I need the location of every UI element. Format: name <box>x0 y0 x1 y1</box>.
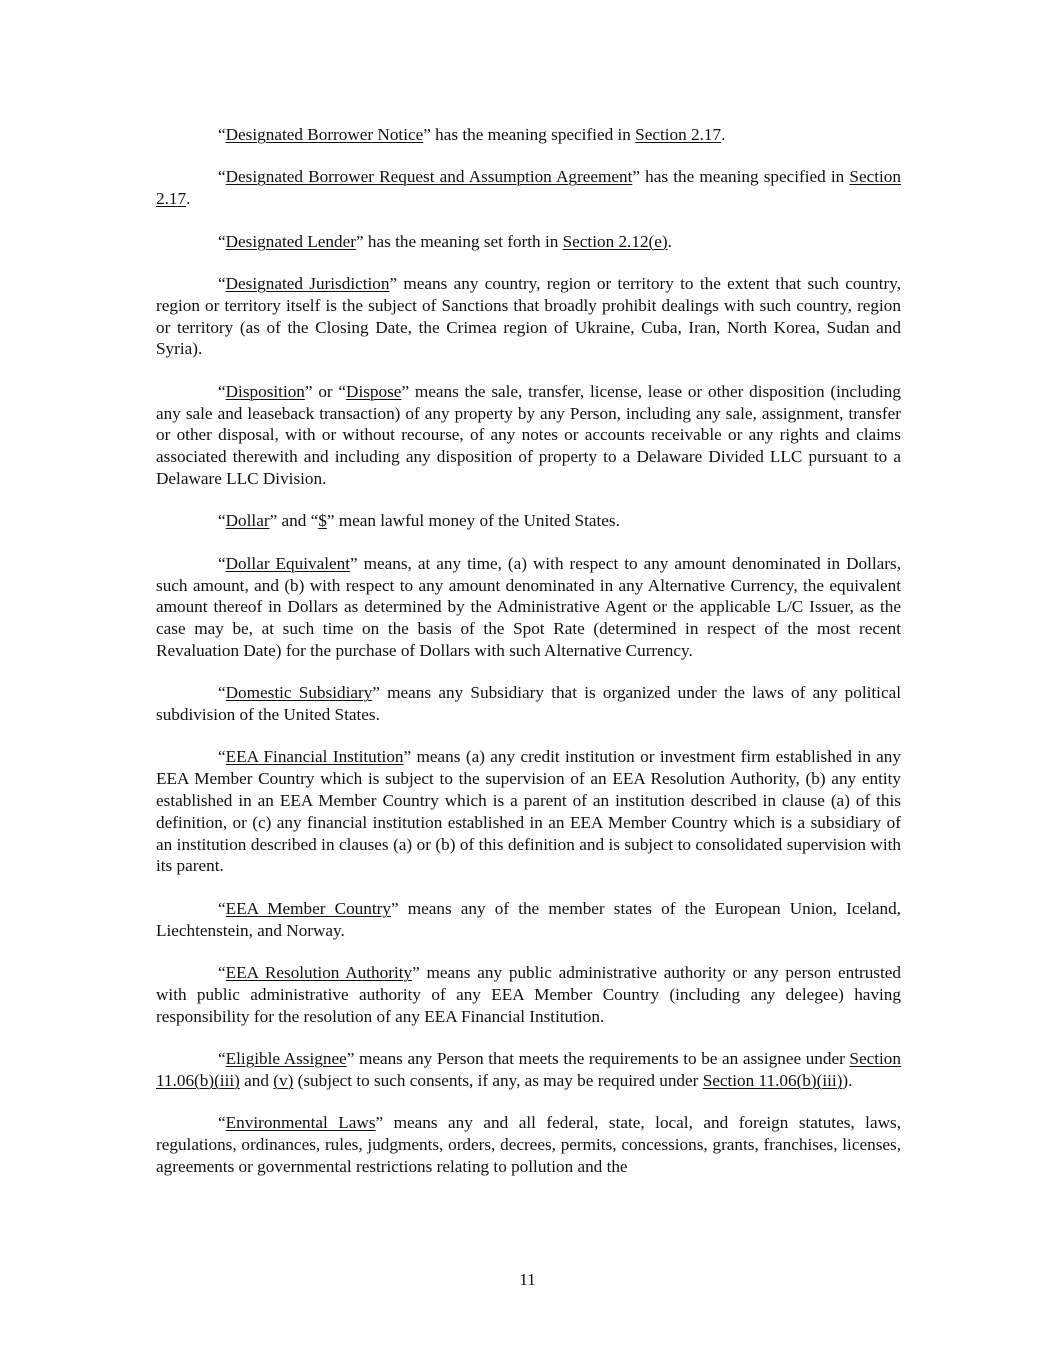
defined-term-or-reference: Designated Jurisdiction <box>225 273 390 293</box>
defined-term-or-reference: Designated Borrower Request and Assumption Agreement <box>225 167 633 187</box>
definition-text: “ <box>218 231 226 251</box>
defined-term-or-reference: Section 2.17 <box>635 125 722 144</box>
defined-term-or-reference: Eligible Assignee <box>225 1049 347 1069</box>
definition-text: “ <box>218 747 226 767</box>
defined-term-or-reference: Disposition <box>225 381 305 401</box>
definition-text: ” means, at any time, (a) with respect to any amount denominated in Dollars, such amount, and (b) with respect to any amount denominated in any Alternative Currency, the equivalent amount thereof in Dollars as determined by the Administrative Agent or the applicable L/C Issuer, as the case may be, at such time on the basis of the Spot Rate (determined in respect of the most recent Revaluation Date) for the purchase of Dollars with such Alternative Currency. <box>156 553 901 660</box>
definition-text: “ <box>218 1113 226 1133</box>
definition-text: “ <box>218 381 226 401</box>
definition-text: “ <box>218 273 226 293</box>
definition-text: “ <box>218 511 226 531</box>
definition-text: . <box>721 125 726 144</box>
definition-designated-borrower-notice <box>156 124 901 146</box>
defined-term-or-reference: Environmental Laws <box>225 1113 376 1133</box>
definition-eea-resolution-authority <box>156 962 901 1027</box>
definition-text: “ <box>218 898 226 918</box>
definition-designated-lender <box>156 231 901 253</box>
definition-text: ” has the meaning specified in <box>632 167 850 187</box>
defined-term-or-reference: Section 2.17 <box>156 167 901 209</box>
defined-term-or-reference: EEA Member Country <box>225 898 391 918</box>
definition-text: ” means (a) any credit institution or investment firm established in any EEA Member Country which is subject to the supervision of an EEA Resolution Authority, (b) any entity established in an EEA Member Country which is a parent of an institution described in clause (a) of this definition, or (c) any financial institution established in an EEA Member Country which is a subsidiary of an institution described in clauses (a) or (b) of this definition and is subject to consolidated supervision with its parent. <box>156 747 901 876</box>
defined-term-or-reference: Section 2.12(e) <box>562 231 668 251</box>
definition-domestic-subsidiary <box>156 682 901 726</box>
defined-term-or-reference: Dollar Equivalent <box>225 553 351 573</box>
definition-text: “ <box>218 553 226 573</box>
definition-disposition <box>156 381 901 490</box>
defined-term-or-reference: (v) <box>273 1070 294 1090</box>
definition-designated-borrower-request <box>156 166 901 210</box>
definitions-body <box>156 124 901 1198</box>
defined-term-or-reference: Dollar <box>225 511 270 531</box>
defined-term-or-reference: EEA Resolution Authority <box>225 963 413 983</box>
definition-text: ” means any country, region or territory to the extent that such country, region or territory itself is the subject of Sanctions that broadly prohibit dealings with such country, region or territory (as of the Closing Date, the Crimea region of Ukraine, Cuba, Iran, North Korea, Sudan and Syria). <box>156 273 901 359</box>
definition-designated-jurisdiction <box>156 273 901 360</box>
definition-eligible-assignee <box>156 1048 901 1092</box>
definition-text: ” means any and all federal, state, local, and foreign statutes, laws, regulations, ordinances, rules, judgments, orders, decrees, permits, concessions, grants, franchises, licenses, agreements or governmental restrictions relating to pollution and the <box>156 1113 901 1176</box>
definition-text: . <box>667 231 672 251</box>
definition-text: ” has the meaning set forth in <box>355 231 563 251</box>
definition-text: ” means any Person that meets the requirements to be an assignee under <box>346 1049 850 1069</box>
definition-text: and <box>239 1070 274 1090</box>
defined-term-or-reference: Domestic Subsidiary <box>225 683 373 703</box>
definition-text: ” or “ <box>304 381 347 401</box>
definition-eea-financial-institution <box>156 746 901 877</box>
defined-term-or-reference: Dispose <box>346 381 402 401</box>
defined-term-or-reference: Section 11.06(b)(iii) <box>702 1070 843 1090</box>
definition-text: ” has the meaning specified in <box>423 125 636 144</box>
definition-text: ” means any Subsidiary that is organized under the laws of any political subdivision of the United States. <box>156 683 901 725</box>
definition-text: ” means the sale, transfer, license, lease or other disposition (including any sale and leaseback transaction) of any property by any Person, including any sale, assignment, transfer or other disposal, with or without recourse, of any notes or accounts receivable or any rights and claims associated therewith and including any disposition of property to a Delaware Divided LLC pursuant to a Delaware LLC Division. <box>156 381 901 488</box>
definition-text: ” means any public administrative authority or any person entrusted with public administrative authority of any EEA Member Country (including any delegee) having responsibility for the resolution of any EEA Financial Institution. <box>156 963 901 1026</box>
definition-text: ” mean lawful money of the United States. <box>326 511 620 531</box>
page-number: 11 <box>519 1270 536 1289</box>
defined-term-or-reference: $ <box>318 511 327 531</box>
definition-text: “ <box>218 683 226 703</box>
definition-text: “ <box>218 963 226 983</box>
definition-text: . <box>186 189 191 209</box>
definition-text: ” means any of the member states of the European Union, Iceland, Liechtenstein, and Norway. <box>156 898 901 940</box>
definition-eea-member-country <box>156 898 901 942</box>
definition-dollar <box>156 510 901 532</box>
defined-term-or-reference: Designated Borrower Notice <box>225 125 424 144</box>
definition-dollar-equivalent <box>156 553 901 662</box>
defined-term-or-reference: EEA Financial Institution <box>225 747 404 767</box>
definition-text: ). <box>842 1070 853 1090</box>
definition-text: “ <box>218 167 226 187</box>
definition-text: ” and “ <box>269 511 319 531</box>
definition-text: “ <box>218 125 226 144</box>
defined-term-or-reference: Section 11.06(b)(iii) <box>156 1049 901 1090</box>
definition-text: “ <box>218 1049 226 1069</box>
definition-environmental-laws <box>156 1112 901 1177</box>
defined-term-or-reference: Designated Lender <box>225 231 356 251</box>
definition-text: (subject to such consents, if any, as may be required under <box>293 1070 703 1090</box>
